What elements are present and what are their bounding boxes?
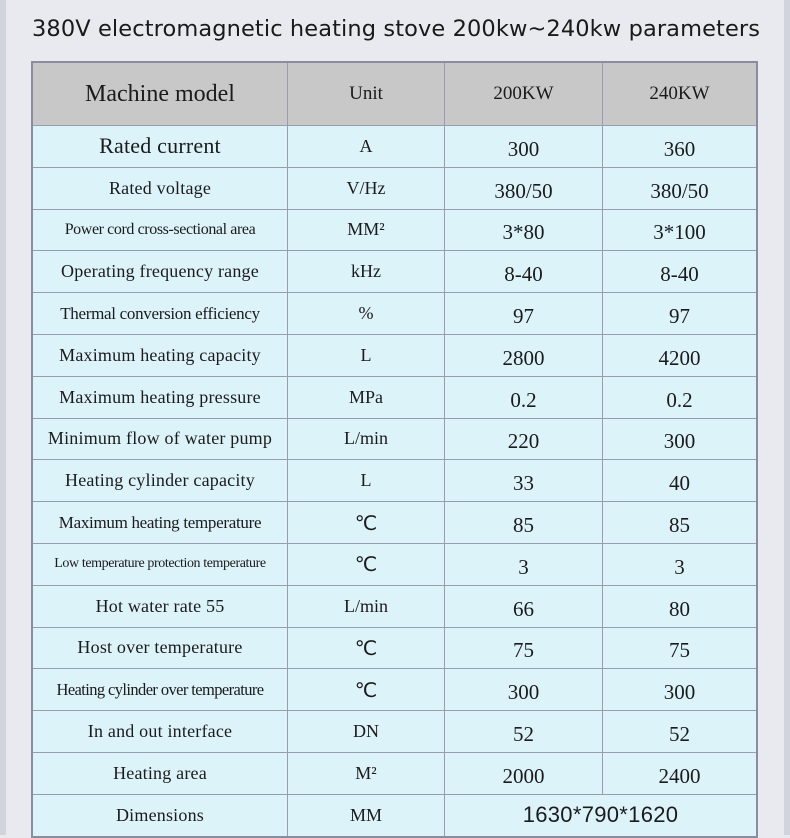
param-label: Operating frequency range	[61, 261, 259, 282]
param-label: Heating cylinder capacity	[65, 470, 255, 491]
value-240kw: 380/50	[602, 168, 756, 209]
table-row	[33, 459, 756, 501]
param-label: Rated current	[99, 133, 221, 159]
value-200kw: 220	[444, 419, 602, 460]
param-label: Host over temperature	[77, 637, 243, 658]
value-240kw: 40	[602, 460, 756, 501]
unit-cell: L/min	[287, 419, 444, 460]
unit-cell: L	[287, 460, 444, 501]
table-row-dimensions	[33, 794, 756, 836]
param-label: Thermal conversion efficiency	[60, 303, 260, 323]
value-200kw: 3*80	[444, 210, 602, 251]
value-200kw: 2800	[444, 335, 602, 376]
table-row	[33, 710, 756, 752]
header-200kw: 200KW	[444, 63, 602, 125]
value-240kw: 75	[602, 628, 756, 669]
value-200kw: 97	[444, 293, 602, 334]
unit-cell: MM²	[287, 210, 444, 251]
table-row	[33, 752, 756, 794]
param-label: Maximum heating pressure	[59, 386, 261, 407]
unit-cell: MPa	[287, 377, 444, 418]
unit-cell: L/min	[287, 586, 444, 627]
value-200kw: 52	[444, 711, 602, 752]
value-200kw: 85	[444, 502, 602, 543]
header-machine-model: Machine model	[85, 80, 235, 107]
value-200kw: 33	[444, 460, 602, 501]
unit-cell: ℃	[287, 628, 444, 669]
table-row	[33, 668, 756, 710]
value-200kw: 8-40	[444, 251, 602, 292]
unit-cell: M²	[287, 753, 444, 794]
value-240kw: 8-40	[602, 251, 756, 292]
unit-cell: A	[287, 126, 444, 167]
unit-cell: MM	[287, 795, 444, 836]
value-200kw: 75	[444, 628, 602, 669]
unit-cell: kHz	[287, 251, 444, 292]
param-label: Low temperature protection temperature	[54, 556, 266, 572]
table-row	[33, 543, 756, 585]
value-240kw: 97	[602, 293, 756, 334]
header-unit: Unit	[287, 63, 444, 125]
param-label: Maximum heating temperature	[58, 512, 262, 532]
param-label: Dimensions	[115, 804, 204, 825]
value-240kw: 4200	[602, 335, 756, 376]
value-200kw: 2000	[444, 753, 602, 794]
value-240kw: 360	[602, 126, 756, 167]
param-label: Heating area	[113, 762, 207, 783]
param-label: Hot water rate 55	[95, 595, 225, 616]
unit-cell: L	[287, 335, 444, 376]
table-row	[33, 418, 756, 460]
value-240kw: 85	[602, 502, 756, 543]
parameters-table	[31, 61, 758, 838]
table-row	[33, 250, 756, 292]
param-label: Heating cylinder over temperature	[56, 679, 264, 699]
value-240kw: 3	[602, 544, 756, 585]
unit-cell: ℃	[287, 502, 444, 543]
value-240kw: 0.2	[602, 377, 756, 418]
table-row	[33, 209, 756, 251]
value-200kw: 300	[444, 669, 602, 710]
unit-cell: %	[287, 293, 444, 334]
table-row	[33, 627, 756, 669]
value-240kw: 52	[602, 711, 756, 752]
param-label: Power cord cross-sectional area	[64, 220, 256, 238]
param-label: Maximum heating capacity	[59, 344, 261, 365]
value-240kw: 80	[602, 586, 756, 627]
table-row	[33, 585, 756, 627]
unit-cell: ℃	[287, 669, 444, 710]
table-row	[33, 167, 756, 209]
table-row	[33, 376, 756, 418]
param-label: In and out interface	[87, 721, 233, 742]
value-200kw: 0.2	[444, 377, 602, 418]
left-edge-strip	[0, 0, 6, 835]
param-label: Minimum flow of water pump	[47, 428, 273, 449]
param-label: Rated voltage	[108, 177, 212, 198]
table-row	[33, 334, 756, 376]
value-240kw: 2400	[602, 753, 756, 794]
unit-cell: ℃	[287, 544, 444, 585]
table-header-row	[33, 63, 756, 125]
table-row	[33, 125, 756, 167]
value-200kw: 300	[444, 126, 602, 167]
value-240kw: 300	[602, 419, 756, 460]
header-240kw: 240KW	[602, 63, 756, 125]
page-title: 380V electromagnetic heating stove 200kw~240kw parameters	[32, 16, 761, 42]
dimensions-value: 1630*790*1620	[444, 795, 756, 836]
value-200kw: 380/50	[444, 168, 602, 209]
unit-cell: V/Hz	[287, 168, 444, 209]
value-200kw: 3	[444, 544, 602, 585]
right-edge-strip	[784, 0, 790, 835]
value-240kw: 300	[602, 669, 756, 710]
value-200kw: 66	[444, 586, 602, 627]
unit-cell: DN	[287, 711, 444, 752]
table-row	[33, 501, 756, 543]
value-240kw: 3*100	[602, 210, 756, 251]
table-row	[33, 292, 756, 334]
